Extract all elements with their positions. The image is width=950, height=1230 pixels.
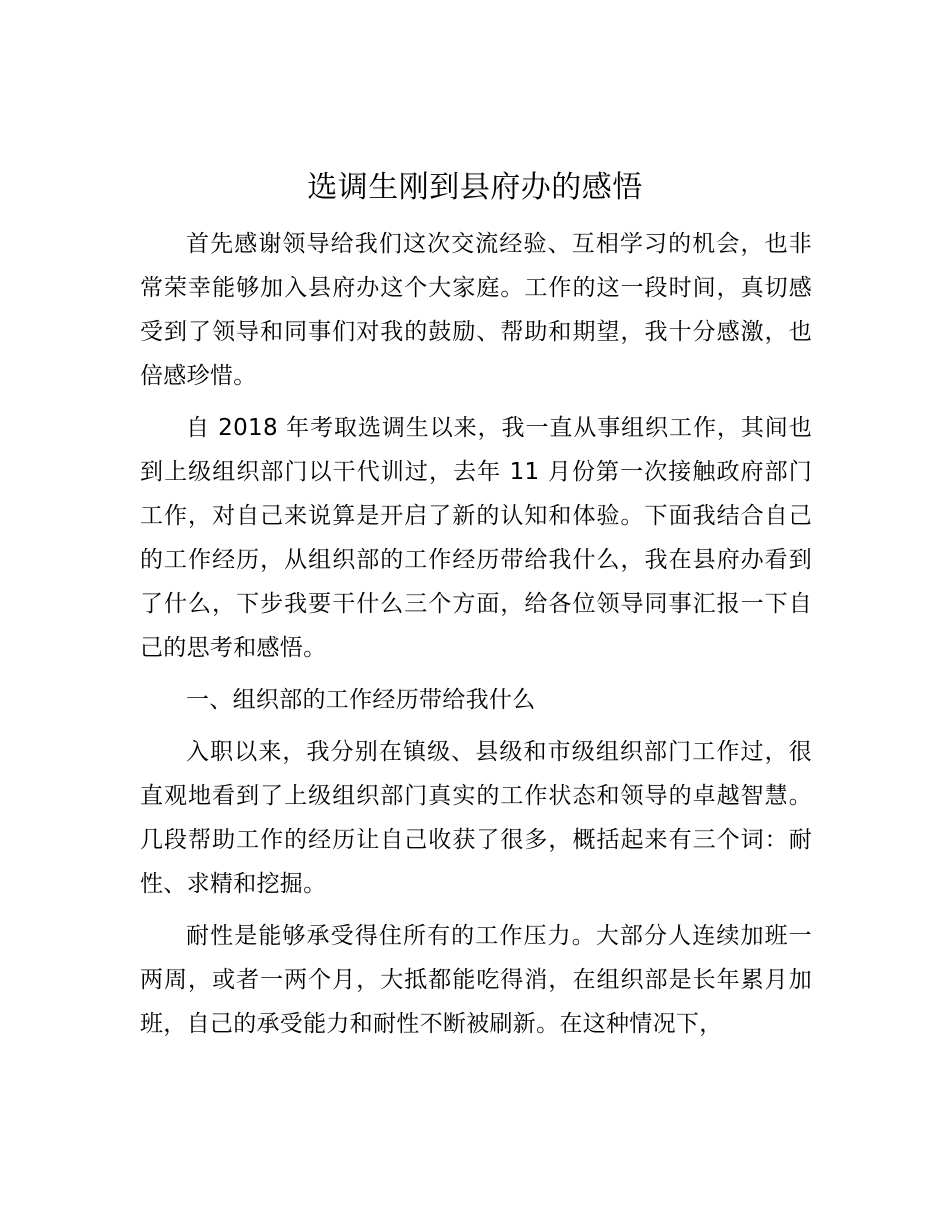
paragraph-intro: 首先感谢领导给我们这次交流经验、互相学习的机会，也非常荣幸能够加入县府办这个大家庭。工作的这一段时间，真切感受到了领导和同事们对我的鼓励、帮助和期望，我十分感激，也倍感珍惜。 <box>140 231 812 389</box>
paragraph-patience: 耐性是能够承受得住所有的工作压力。大部分人连续加班一两周，或者一两个月，大抵都能吃得消，在组织部是长年累月加班，自己的承受能力和耐性不断被刷新。在这种情况下， <box>140 923 812 1037</box>
paragraph-experience: 入职以来，我分别在镇级、县级和市级组织部门工作过，很直观地看到了上级组织部门真实的工作状态和领导的卓越智慧。几段帮助工作的经历让自己收获了很多，概括起来有三个词：耐性、求精和挖掘。 <box>140 739 812 897</box>
document-body <box>140 222 812 1054</box>
paragraph-background: 自 2018 年考取选调生以来，我一直从事组织工作，其间也到上级组织部门以干代训过，去年 11 月份第一次接触政府部门工作，对自己来说算是开启了新的认知和体验。下面我结合自己的工作经历，从组织部的工作经历带给我什么，我在县府办看到了什么，下步我要干什么三个方面，给各位领导同事汇报一下自己的思考和感悟。 <box>140 415 812 661</box>
document-title: 选调生刚到县府办的感悟 <box>307 170 643 205</box>
section-heading-1: 一、组织部的工作经历带给我什么 <box>186 687 536 713</box>
